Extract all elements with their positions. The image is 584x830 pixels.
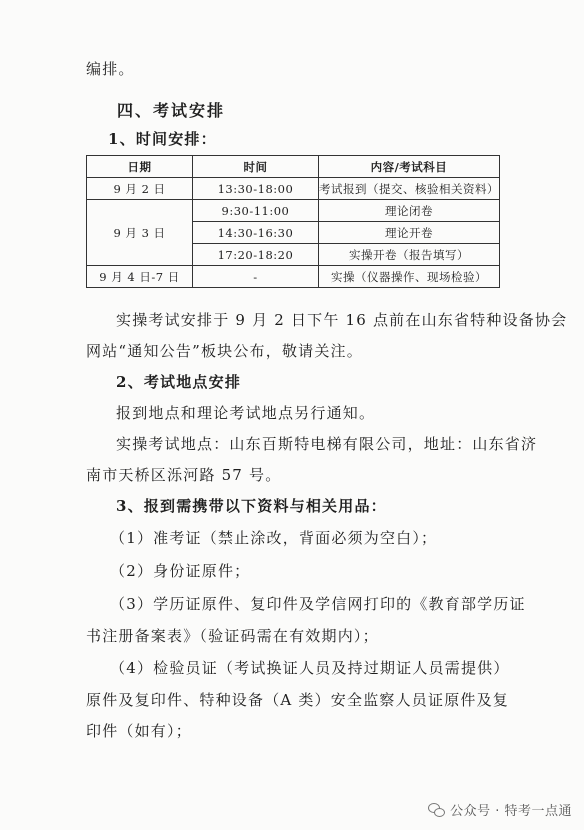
subsection-heading-location: 2、考试地点安排: [116, 373, 242, 391]
table-cell-content: 理论开卷: [318, 222, 499, 244]
table-cell-time: 9:30-11:00: [192, 200, 318, 222]
wechat-icon: [428, 803, 445, 817]
schedule-table: [86, 155, 500, 288]
list-item-continuation: 书注册备案表》（验证码需在有效期内）；: [86, 627, 379, 645]
table-cell-content: 实操（仪器操作、现场检验）: [318, 266, 499, 288]
table-header-time: 时间: [192, 156, 318, 178]
table-header-date: 日期: [87, 156, 193, 178]
list-item-continuation: 原件及复印件、特种设备（A 类）安全监察人员证原件及复: [86, 691, 510, 709]
table-cell-date: 9 月 2 日: [87, 178, 193, 200]
list-item: （2）身份证原件；: [110, 562, 251, 580]
list-item-continuation: 印件（如有）；: [86, 722, 192, 740]
subsection-heading-time: 1、时间安排：: [108, 130, 217, 148]
watermark-text: 公众号 · 特考一点通: [450, 804, 572, 819]
watermark: [428, 800, 572, 819]
table-cell-time: 13:30-18:00: [192, 178, 318, 200]
list-item: （3）学历证原件、复印件及学信网打印的《教育部学历证: [110, 595, 526, 613]
paragraph-continuation: 编排。: [86, 60, 135, 78]
paragraph-line: 网站“通知公告”板块公布，敬请关注。: [86, 342, 363, 360]
paragraph-line: 报到地点和理论考试地点另行通知。: [116, 404, 376, 422]
table-cell-content: 实操开卷（报告填写）: [318, 244, 499, 266]
table-row: [87, 200, 500, 222]
paragraph-line: 南市天桥区泺河路 57 号。: [86, 466, 282, 484]
table-row: [87, 266, 500, 288]
table-header-content: 内容/考试科目: [318, 156, 499, 178]
table-cell-time: 17:20-18:20: [192, 244, 318, 266]
table-cell-content: 考试报到（提交、核验相关资料）: [318, 178, 499, 200]
paragraph-line: 实操考试安排于 9 月 2 日下午 16 点前在山东省特种设备协会: [116, 311, 568, 329]
table-cell-time: -: [192, 266, 318, 288]
table-cell-content: 理论闭卷: [318, 200, 499, 222]
paragraph-line: 实操考试地点：山东百斯特电梯有限公司，地址：山东省济: [116, 435, 538, 453]
table-cell-time: 14:30-16:30: [192, 222, 318, 244]
list-item: （4）检验员证（考试换证人员及持过期证人员需提供）: [110, 659, 510, 677]
list-item: （1）准考证（禁止涂改，背面必须为空白）；: [110, 529, 438, 547]
table-cell-date: 9 月 3 日: [87, 200, 193, 266]
subsection-heading-materials: 3、报到需携带以下资料与相关用品：: [116, 497, 387, 515]
table-row: [87, 178, 500, 200]
table-header-row: [87, 156, 500, 178]
section-heading-4: 四、考试安排: [117, 101, 226, 120]
table-cell-date: 9 月 4 日-7 日: [87, 266, 193, 288]
